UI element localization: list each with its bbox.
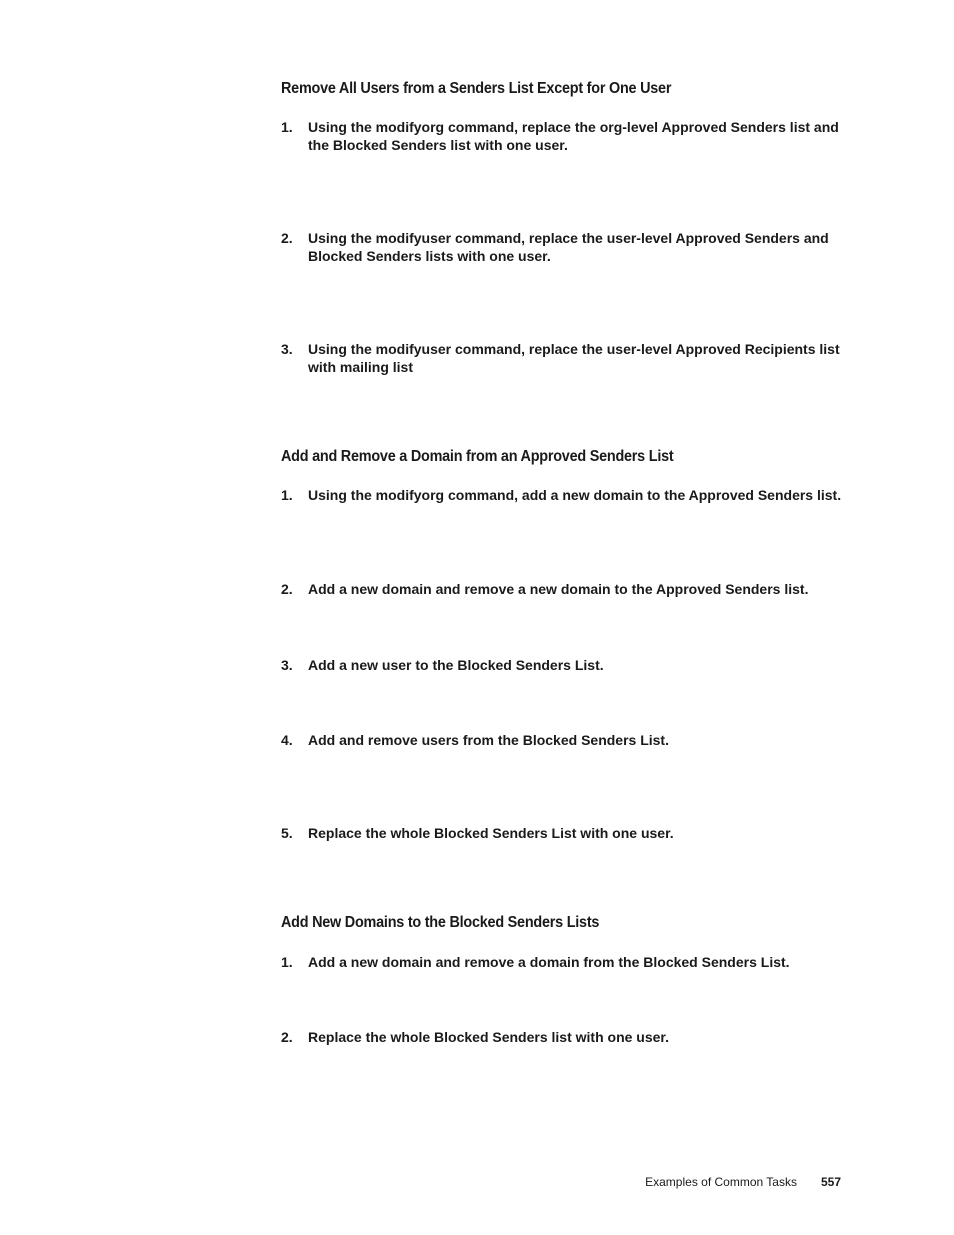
section-heading: Remove All Users from a Senders List Except for One User — [281, 80, 672, 97]
page-number: 557 — [820, 1175, 841, 1189]
section-heading: Add New Domains to the Blocked Senders Lists — [281, 914, 600, 931]
step-text: Replace the whole Blocked Senders List with one user. — [308, 825, 674, 841]
list-item — [281, 229, 846, 265]
list-item — [281, 824, 846, 842]
step-number: 1. — [281, 954, 293, 970]
step-text: Using the modifyorg command, add a new domain to the Approved Senders list. — [308, 487, 842, 503]
step-number: 1. — [281, 119, 293, 135]
list-item — [281, 1028, 846, 1046]
step-text: Add a new domain and remove a new domain to the Approved Senders list. — [308, 581, 809, 597]
step-text: Using the modifyuser command, replace the user-level Approved Senders and Blocked Senders lists with one user. — [308, 230, 829, 264]
list-item — [281, 340, 846, 376]
step-number: 4. — [281, 732, 293, 748]
step-text: Add and remove users from the Blocked Senders List. — [308, 732, 669, 748]
step-text: Using the modifyorg command, replace the org-level Approved Senders list and the Blocked Senders list with one user. — [308, 119, 839, 153]
page-footer — [645, 1175, 841, 1189]
footer-title: Examples of Common Tasks — [645, 1175, 797, 1189]
step-number: 2. — [281, 581, 293, 597]
step-number: 5. — [281, 825, 293, 841]
list-item — [281, 656, 846, 674]
list-item — [281, 118, 846, 154]
list-item — [281, 580, 846, 598]
step-text: Using the modifyuser command, replace the user-level Approved Recipients list with mailing list — [308, 341, 840, 375]
step-number: 3. — [281, 657, 293, 673]
step-number: 3. — [281, 341, 293, 357]
list-item — [281, 486, 846, 504]
step-text: Add a new domain and remove a domain from the Blocked Senders List. — [308, 954, 790, 970]
step-text: Replace the whole Blocked Senders list with one user. — [308, 1029, 669, 1045]
step-number: 2. — [281, 230, 293, 246]
step-number: 2. — [281, 1029, 293, 1045]
list-item — [281, 731, 846, 749]
step-number: 1. — [281, 487, 293, 503]
list-item — [281, 953, 846, 971]
step-text: Add a new user to the Blocked Senders List. — [308, 657, 604, 673]
section-heading: Add and Remove a Domain from an Approved Senders List — [281, 448, 674, 465]
